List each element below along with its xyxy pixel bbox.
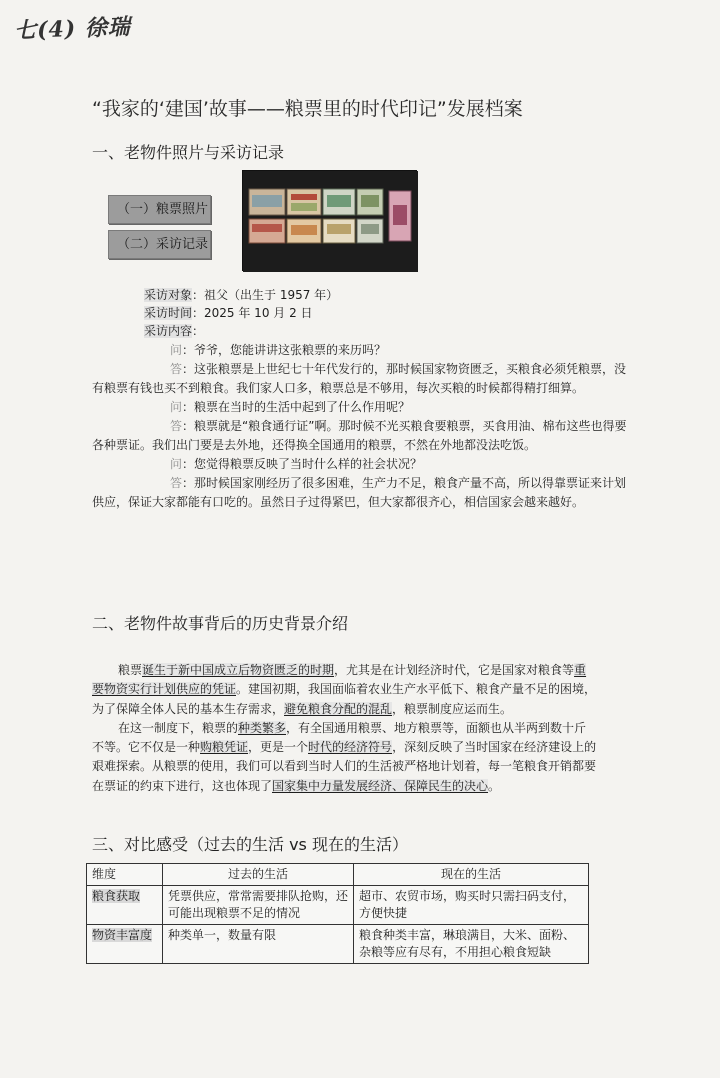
qa-text: ：爷爷，您能讲讲这张粮票的来历吗？ — [182, 343, 387, 357]
cell-past: 凭票供应，常常需要排队抢购，还可能出现粮票不足的情况 — [163, 886, 354, 925]
qa-item — [92, 341, 632, 360]
qa-item — [92, 417, 632, 455]
cell-now: 超市、农贸市场，购买时只需扫码支付，方便快捷 — [354, 886, 589, 925]
underlined-phrase: 种类繁多 — [238, 720, 287, 735]
section2-heading: 二、老物件故事背后的历史背景介绍 — [92, 614, 349, 633]
qa-item — [92, 455, 632, 474]
underlined-phrase: 时代的经济符号 — [308, 740, 393, 755]
interviewee-value: ：祖父（出生于 1957 年） — [192, 288, 339, 302]
content-value: ： — [192, 324, 205, 338]
qa-text: ：粮票就是“粮食通行证”啊。那时候不光买粮食要粮票，买食用油、棉布这些也得要各种票证。我们出门要是去外地，还得换全国通用的粮票，不然在外地都没法吃饭。 — [92, 419, 627, 452]
table-row — [87, 886, 589, 925]
header-dimension: 维度 — [87, 864, 163, 886]
section3-heading: 三、对比感受（过去的生活 vs 现在的生活） — [92, 835, 408, 854]
header-past: 过去的生活 — [163, 864, 354, 886]
underlined-phrase: 重要物资实行计划供应的凭证 — [92, 663, 587, 697]
time-key: 采访时间 — [144, 306, 193, 320]
text-run: 。建国初期，我国面临着农业生产水平低下、粮食产量不足的困境，为了保障全体人民的基本生存需求， — [92, 682, 597, 716]
qa-text: ：粮票在当时的生活中起到了什么作用呢？ — [182, 400, 411, 414]
interviewee-key: 采访对象 — [144, 288, 193, 302]
underlined-phrase: 国家集中力量发展经济、保障民生的决心 — [272, 778, 489, 793]
dimension-label: 粮食获取 — [92, 889, 141, 903]
qa-mark: 答 — [170, 362, 183, 376]
content-key: 采访内容 — [144, 324, 193, 338]
underlined-phrase: 购粮凭证 — [200, 740, 249, 755]
cell-past: 种类单一，数量有限 — [163, 925, 354, 964]
interview-meta — [144, 286, 632, 340]
label-interview: （二）采访记录 — [108, 230, 211, 259]
text-run: ，有全国通用粮票、地方粮票等，面额也从半两到数十斤不等。它不仅是一种 — [92, 720, 587, 755]
underlined-phrase: 避免粮食分配的混乱 — [284, 701, 393, 716]
page-title: “我家的‘建国’故事——粮票里的时代印记”发展档案 — [92, 98, 523, 120]
qa-mark: 问 — [170, 343, 183, 357]
dimension-label: 物资丰富度 — [92, 928, 153, 942]
qa-item — [92, 360, 632, 398]
qa-item — [92, 474, 632, 512]
cell-now: 粮食种类丰富，琳琅满目，大米、面粉、杂粮等应有尽有，不用担心粮食短缺 — [354, 925, 589, 964]
label-photo: （一）粮票照片 — [108, 195, 211, 224]
qa-item — [92, 398, 632, 417]
text-run: ，尤其是在计划经济时代，它是国家对粮食等 — [334, 663, 575, 677]
text-run: 在这一制度下，粮票的 — [118, 720, 239, 735]
header-now: 现在的生活 — [354, 864, 589, 886]
text-run: 粮票 — [118, 663, 143, 677]
qa-mark: 答 — [170, 476, 183, 490]
text-run: ，深刻反映了当时国家在经济建设上的艰难探索。从粮票的使用，我们可以看到当时人们的生活被严格地计划着，每一笔粮食开销都要在票证的约束下进行，这也体现了 — [92, 740, 597, 793]
comparison-table — [86, 863, 589, 964]
history-paragraph-2 — [92, 719, 598, 796]
text-run: 。 — [488, 778, 501, 793]
qa-text: ：您觉得粮票反映了当时什么样的社会状况？ — [182, 457, 423, 471]
text-run: ，粮票制度应运而生。 — [392, 701, 513, 716]
time-value: ：2025 年 10 月 2 日 — [192, 306, 313, 320]
qa-mark: 问 — [170, 400, 183, 414]
qa-list — [92, 341, 632, 512]
cell-dimension — [87, 925, 163, 964]
qa-text: ：这张粮票是上世纪七十年代发行的，那时候国家物资匮乏，买粮食必须凭粮票，没有粮票有钱也买不到粮食。我们家人口多，粮票总是不够用，每次买粮的时候都得精打细算。 — [92, 362, 627, 395]
section1-heading: 一、老物件照片与采访记录 — [92, 143, 285, 162]
text-run: ，更是一个 — [248, 740, 309, 755]
ration-tickets-icon — [243, 171, 418, 272]
handwritten-name: 七(4) 徐瑞 — [13, 13, 132, 45]
underlined-phrase: 诞生于新中国成立后物资匮乏的时期 — [142, 663, 335, 677]
table-row — [87, 925, 589, 964]
qa-mark: 问 — [170, 457, 183, 471]
qa-mark: 答 — [170, 419, 183, 433]
interview-record — [92, 286, 632, 512]
ration-ticket-photo — [242, 170, 417, 271]
history-paragraph-1 — [92, 661, 598, 719]
qa-text: ：那时候国家刚经历了很多困难，生产力不足，粮食产量不高，所以得靠票证来计划供应，保证大家都能有口吃的。虽然日子过得紧巴，但大家都很齐心，相信国家会越来越好。 — [92, 476, 627, 509]
history-text — [92, 661, 598, 796]
table-header-row — [87, 864, 589, 886]
cell-dimension — [87, 886, 163, 925]
